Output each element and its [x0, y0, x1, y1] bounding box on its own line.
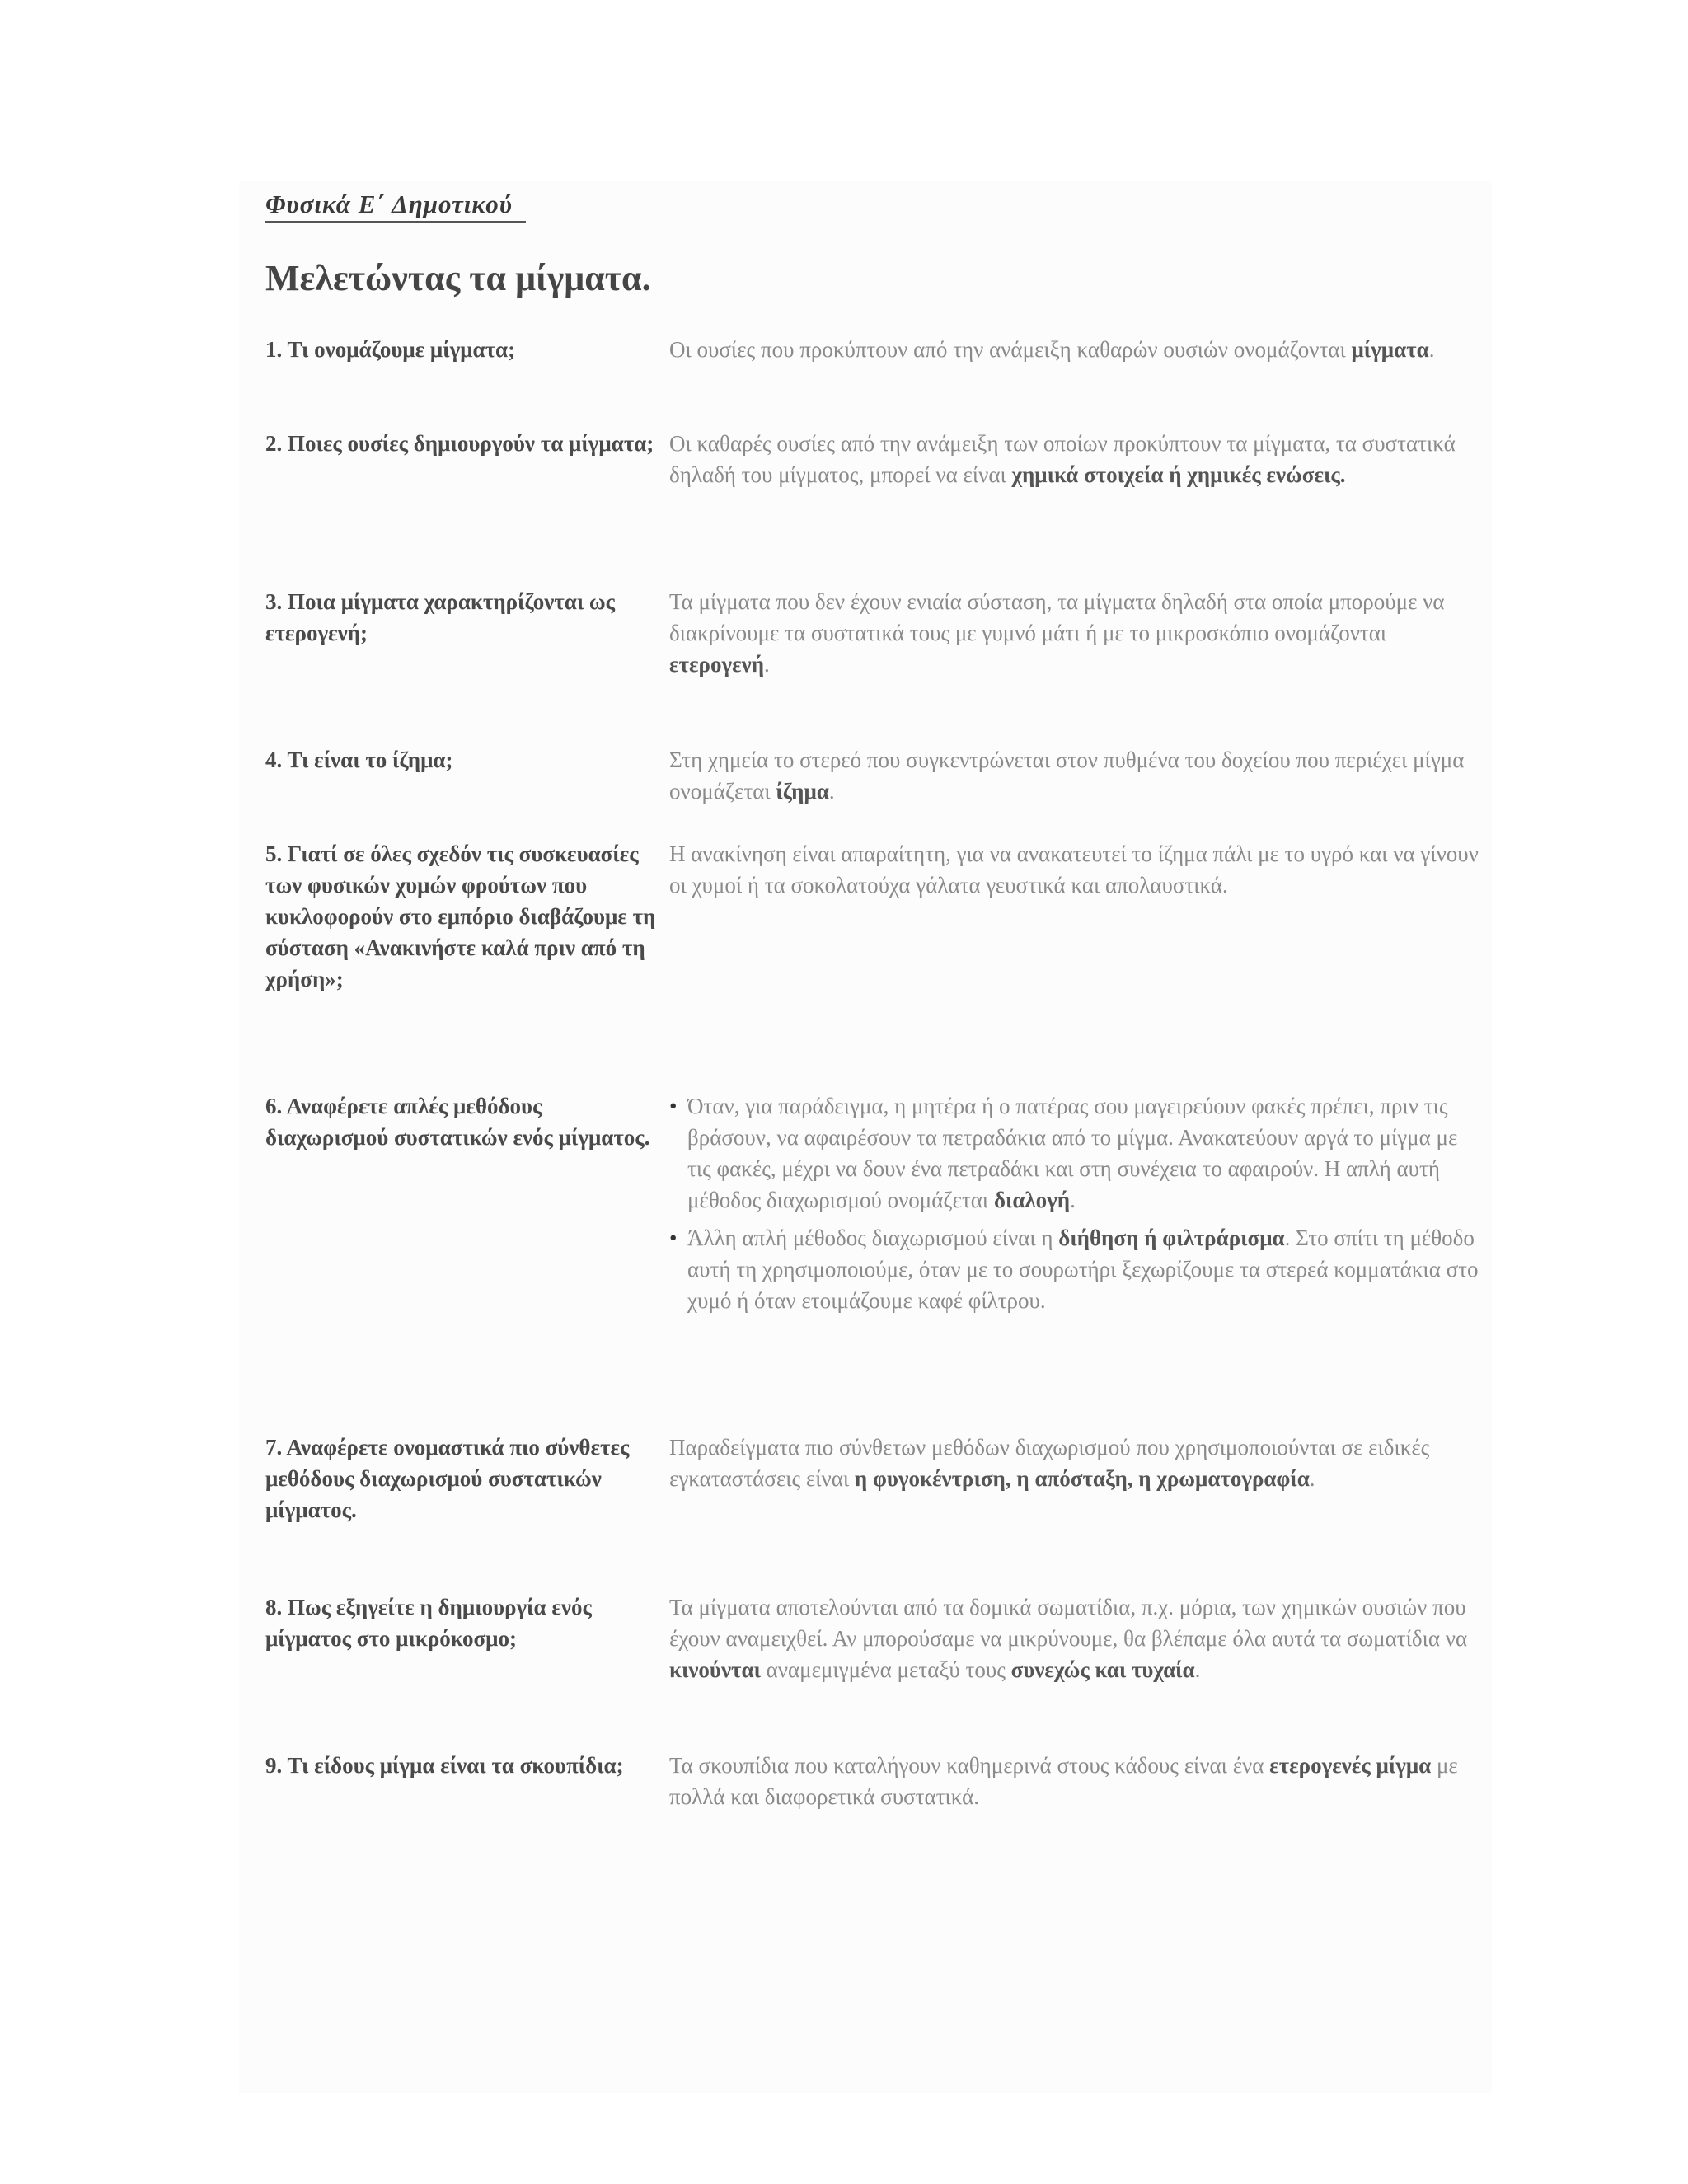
bold-term: κινούνται — [669, 1657, 761, 1682]
answer-text: . — [1428, 337, 1435, 362]
answer-6-bullets — [669, 1090, 1485, 1316]
bold-term: χημικά στοιχεία ή χημικές ενώσεις. — [1011, 462, 1346, 487]
question-7: 7. Αναφέρετε ονομαστικά πιο σύνθετες μεθόδους διαχωρισμού συστατικών μίγματος. — [265, 1435, 630, 1522]
answer-3 — [669, 586, 1485, 680]
question-4: 4. Τι είναι το ίζημα; — [265, 748, 453, 772]
answer-text: . — [1194, 1657, 1201, 1682]
answer-text: Οι ουσίες που προκύπτουν από την ανάμειξη καθαρών ουσιών ονομάζονται — [669, 337, 1352, 362]
answer-text: Παραδείγματα πιο σύνθετων μεθόδων διαχωρισμού που χρησιμοποιούνται σε ειδικές εγκαταστάσεις είναι — [669, 1435, 1430, 1491]
answer-text: αναμεμιγμένα μεταξύ τους — [760, 1657, 1011, 1682]
answer-5 — [669, 838, 1485, 901]
question-9: 9. Τι είδους μίγμα είναι τα σκουπίδια; — [265, 1753, 624, 1778]
bold-term: διαλογή — [993, 1188, 1071, 1212]
bullet-item — [669, 1222, 1485, 1316]
question-1: 1. Τι ονομάζουμε μίγματα; — [265, 337, 516, 362]
answer-text: . — [764, 652, 770, 677]
subject-header: Φυσικά Ε΄ Δημοτικού — [265, 190, 526, 223]
answer-9 — [669, 1750, 1485, 1812]
answer-text: Άλλη απλή μέθοδος διαχωρισμού είναι η — [687, 1226, 1059, 1250]
answer-text: Στη χημεία το στερεό που συγκεντρώνεται στον πυθμένα του δοχείου που περιέχει μίγμα ονομάζεται — [669, 748, 1465, 804]
bold-term: η φυγοκέντριση, η απόσταξη, η χρωματογραφία — [854, 1466, 1310, 1491]
answer-8 — [669, 1591, 1485, 1685]
bullet-text — [687, 1094, 1457, 1212]
answer-7 — [669, 1432, 1485, 1494]
page-title: Μελετώντας τα μίγματα. — [265, 258, 651, 298]
bullet-text — [687, 1226, 1479, 1313]
answer-text: . — [1309, 1466, 1315, 1491]
answer-text: Τα μίγματα αποτελούνται από τα δομικά σωματίδια, π.χ. μόρια, των χημικών ουσιών που έχουν αναμειχθεί. Αν μπορούσαμε να μικρύνουμε, θα βλέπαμε όλα αυτά τα σωματίδια να — [669, 1595, 1468, 1651]
question-6: 6. Αναφέρετε απλές μεθόδους διαχωρισμού συστατικών ενός μίγματος. — [265, 1094, 650, 1150]
answer-text: . Στο σπίτι τη μέθοδο αυτή τη χρησιμοποιούμε, όταν με το σουρωτήρι ξεχωρίζουμε τα στερεά κομματάκια στο χυμό ή όταν ετοιμάζουμε καφέ φίλτρου. — [687, 1226, 1479, 1313]
answer-1 — [669, 334, 1485, 365]
question-3: 3. Ποια μίγματα χαρακτηρίζονται ως ετερογενή; — [265, 589, 616, 645]
answer-text: . — [828, 779, 835, 804]
answer-text: Η ανακίνηση είναι απαραίτητη, για να ανακατευτεί το ίζημα πάλι με το υγρό και να γίνουν οι χυμοί ή τα σοκολατούχα γάλατα γευστικά και απολαυστικά. — [669, 841, 1479, 898]
answer-text: Οι καθαρές ουσίες από την ανάμειξη των οποίων προκύπτουν τα μίγματα, τα συστατικά δηλαδή του μίγματος, μπορεί να είναι — [669, 431, 1456, 487]
bullet-item — [669, 1090, 1485, 1216]
question-8: 8. Πως εξηγείτε η δημιουργία ενός μίγματος στο μικρόκοσμο; — [265, 1595, 592, 1651]
bold-term: ετερογενή — [669, 652, 765, 677]
answer-6 — [669, 1090, 1485, 1323]
answer-text: με πολλά και διαφορετικά συστατικά. — [669, 1753, 1458, 1809]
bullet-icon: • — [669, 1094, 678, 1118]
bold-term: ίζημα — [776, 779, 829, 804]
answer-text: Τα μίγματα που δεν έχουν ενιαία σύσταση, τα μίγματα δηλαδή στα οποία μπορούμε να διακρίνουμε τα συστατικά τους με γυμνό μάτι ή με το μικροσκόπιο ονομάζονται — [669, 589, 1445, 645]
bold-term: διήθηση ή φιλτράρισμα — [1058, 1226, 1285, 1250]
answer-text: Όταν, για παράδειγμα, η μητέρα ή ο πατέρας σου μαγειρεύουν φακές πρέπει, πριν τις βράσουν, να αφαιρέσουν τα πετραδάκια από το μίγμα. Ανακατεύουν αργά το μίγμα με τις φακές, μέχρι να δουν ένα πετραδάκι και στη συνέχεια το αφαιρούν. Η απλή αυτή μέθοδος διαχωρισμού ονομάζεται — [687, 1094, 1458, 1212]
answer-4 — [669, 744, 1485, 807]
answer-text: . — [1070, 1188, 1076, 1212]
bullet-icon: • — [669, 1226, 678, 1250]
question-5: 5. Γιατί σε όλες σχεδόν τις συσκευασίες των φυσικών χυμών φρούτων που κυκλοφορούν στο εμπόριο διαβάζουμε τη σύσταση «Ανακινήστε καλά πριν από τη χρήση»; — [265, 841, 656, 991]
bold-term: ετερογενές μίγμα — [1269, 1753, 1432, 1778]
answer-text: Τα σκουπίδια που καταλήγουν καθημερινά στους κάδους είναι ένα — [669, 1753, 1270, 1778]
bold-term: μίγματα — [1351, 337, 1429, 362]
document-page — [265, 190, 1485, 1809]
question-2: 2. Ποιες ουσίες δημιουργούν τα μίγματα; — [265, 431, 654, 456]
bold-term: συνεχώς και τυχαία — [1010, 1657, 1195, 1682]
answer-2 — [669, 428, 1485, 490]
